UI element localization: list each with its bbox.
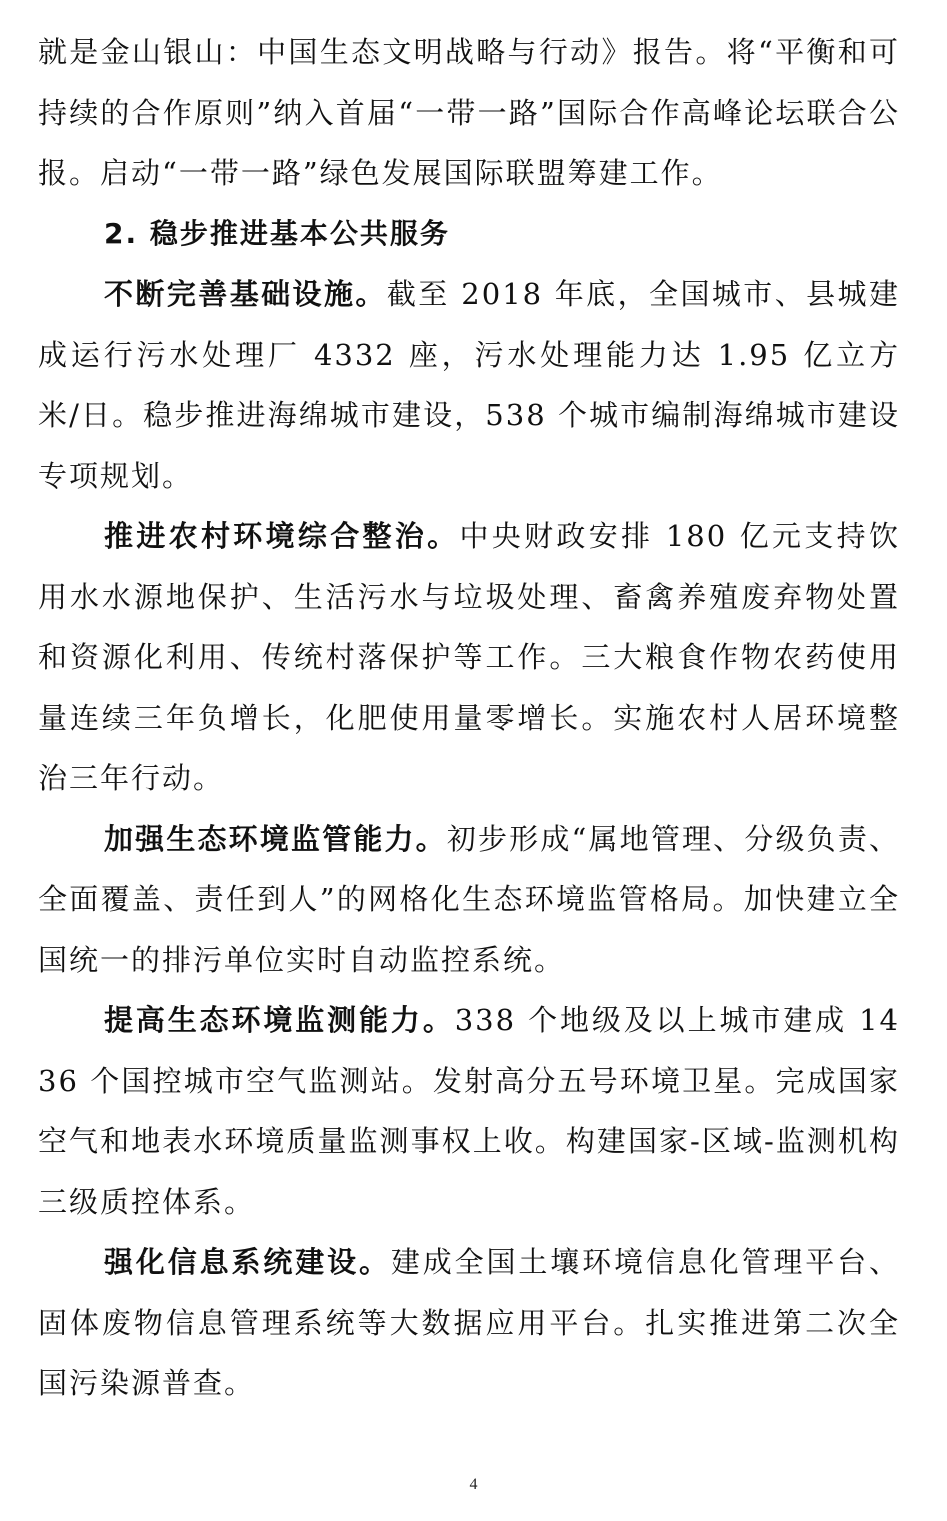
paragraph-information-systems: [38, 1232, 900, 1414]
paragraph-text: 截至 2018 年底，全国城市、县城建成运行污水处理厂 4332 座，污水处理能力达 1.95 亿立方米/日。稳步推进海绵城市建设，538 个城市编制海绵城市建设专项规划。: [38, 277, 900, 493]
paragraph-continuation: [38, 22, 900, 204]
paragraph-lead: 推进农村环境综合整治。: [104, 519, 460, 553]
paragraph-infrastructure: [38, 264, 900, 506]
paragraph-lead: 强化信息系统建设。: [104, 1245, 391, 1279]
paragraph-text: 338 个地级及以上城市建成 1436 个国控城市空气监测站。发射高分五号环境卫星。完成国家空气和地表水环境质量监测事权上收。构建国家-区域-监测机构三级质控体系。: [38, 1003, 900, 1219]
paragraph-lead: 不断完善基础设施。: [104, 277, 387, 311]
section-heading-text: 2. 稳步推进基本公共服务: [104, 216, 450, 250]
paragraph-text: 就是金山银山：中国生态文明战略与行动》报告。将“平衡和可持续的合作原则”纳入首届“一带一路”国际合作高峰论坛联合公报。启动“一带一路”绿色发展国际联盟筹建工作。: [38, 35, 900, 190]
paragraph-text: 建成全国土壤环境信息化管理平台、固体废物信息管理系统等大数据应用平台。扎实推进第二次全国污染源普查。: [38, 1245, 900, 1400]
paragraph-text: 初步形成“属地管理、分级负责、全面覆盖、责任到人”的网格化生态环境监管格局。加快建立全国统一的排污单位实时自动监控系统。: [38, 821, 900, 977]
paragraph-lead: 提高生态环境监测能力。: [104, 1003, 455, 1037]
paragraph-rural-environment: [38, 506, 900, 809]
page-number: 4: [469, 1476, 478, 1493]
paragraph-monitoring: [38, 990, 900, 1232]
paragraph-text: 中央财政安排 180 亿元支持饮用水水源地保护、生活污水与垃圾处理、畜禽养殖废弃物处置和资源化利用、传统村落保护等工作。三大粮食作物农药使用量连续三年负增长，化肥使用量零增长。实施农村人居环境整治三年行动。: [38, 519, 900, 795]
document-body: [38, 22, 900, 1414]
section-heading: [38, 204, 900, 265]
paragraph-supervision: [38, 809, 900, 991]
paragraph-lead: 加强生态环境监管能力。: [104, 821, 447, 856]
